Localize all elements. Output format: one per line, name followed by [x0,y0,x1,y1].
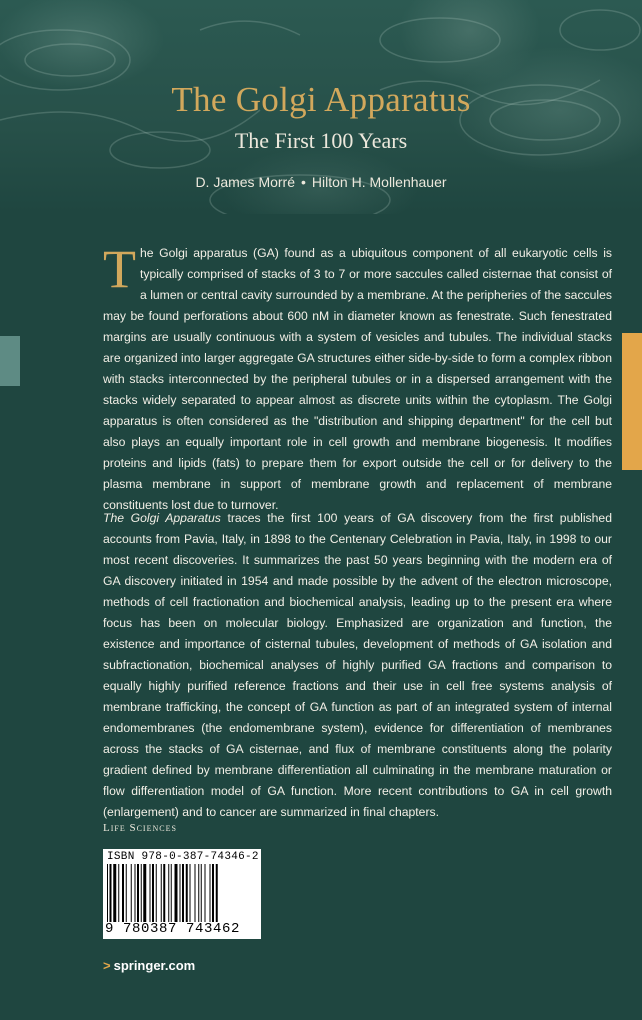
barcode-bar [126,864,127,922]
barcode-bar [131,864,132,922]
isbn-label: ISBN 978-0-387-74346-2 [107,851,259,863]
barcode-bar [216,864,218,922]
barcode-bar [186,864,188,922]
barcode-bar [212,864,214,922]
publisher-link[interactable] [103,958,195,973]
barcode-bar [175,864,178,922]
arrow-icon: > [103,958,111,973]
barcode-bar [141,864,142,922]
barcode-bar [150,864,151,922]
barcode-bar [201,864,202,922]
subject-category: Life Sciences [103,822,177,834]
barcode-bar [195,864,196,922]
barcode-bar [143,864,146,922]
barcode-bar [168,864,169,922]
barcode-bar [180,864,181,922]
barcode-bar [163,864,165,922]
left-color-tab [0,336,20,386]
barcode-bar [152,864,154,922]
right-color-tab [622,333,642,470]
inline-book-title: The Golgi Apparatus [103,511,221,525]
isbn-barcode [103,849,261,939]
publisher-url: springer.com [113,958,196,973]
cover-header-image [0,0,642,214]
barcode-bar [182,864,184,922]
barcode-bar [110,864,112,922]
book-title: The Golgi Apparatus [171,80,471,119]
barcode-bar [205,864,206,922]
barcode-bar [198,864,199,922]
barcode-bar [210,864,211,922]
barcode-bar [118,864,119,922]
author-separator: • [301,174,306,190]
paragraph-text: traces the first 100 years of GA discovery from the first published accounts from Pavia, Italy, in 1898 to the Centenary Celebration in Pavia, Italy, in 1998 to our most recent discoveries. It summarizes the past 50 years beginning with the modern era of GA discovery initiated in 1954 and made possible by the advent of the electron microscope, methods of cell fractionation and biochemical analysis, leading up to the present era where focus has been on molecular biology. Emphasized are organization and function, the existence and importance of cisternal tubules, development of methods of GA isolation and subfractionation, biochemical analyses of highly purified GA fractions and comparison to equally highly purified reference fractions and their use in cell free systems analysis of membrane trafficking, the concept of GA function as part of an integrated system of internal endomembranes (the endomembrane system), evidence for differentiation of membranes across the stacks of GA cisternae, and flux of membrane constituents along the polarity gradient defined by membrane differentiation all culminating in the membrane maturation or flow differentiation model of GA function. More recent contributions to GA in cell growth (enlargement) and to cancer are summarized in final chapters. [103,511,612,819]
authors-line [0,174,642,190]
barcode-bar [190,864,191,922]
barcode-bars [107,864,257,922]
drop-cap: T [103,239,136,299]
barcode-bar [107,864,108,922]
barcode-bar [137,864,139,922]
barcode-bar [135,864,136,922]
barcode-digits: 9 780387 743462 [105,921,241,937]
author-name: D. James Morré [195,174,296,190]
description-paragraph-2 [103,508,612,823]
paragraph-text: he Golgi apparatus (GA) found as a ubiquitous component of all eukaryotic cells is typically comprised of stacks of 3 to 7 or more saccules called cisternae that consist of a lumen or central cavity surrounded by a membrane. At the peripheries of the saccules may be found perforations about 600 nM in diameter known as fenestrate. Such fenestrated margins are usually continuous with a system of vesicles and tubules. The individual stacks are organized into larger aggregate GA structures either side-by-side to form a complex ribbon with stacks interconnected by the peripheral tubules or in a dispersed arrangement with the stacks widely separated to appear almost as discrete units within the cytoplasm. The Golgi apparatus is often considered as the "distribution and shipping department" for the cell but also plays an equally important role in cell growth and membrane biogenesis. It modifies proteins and lipids (fats) to prepare them for export outside the cell or for delivery to the plasma membrane in support of membrane growth and replacement of membrane constituents lost due to turnover. [103,246,612,512]
book-subtitle: The First 100 Years [234,128,408,153]
author-name: Hilton H. Mollenhauer [311,174,447,190]
barcode-bar [156,864,157,922]
description-paragraph-1 [103,239,612,516]
barcode-bar [113,864,116,922]
barcode-bar [161,864,162,922]
barcode-bar [171,864,172,922]
barcode-bar [122,864,124,922]
